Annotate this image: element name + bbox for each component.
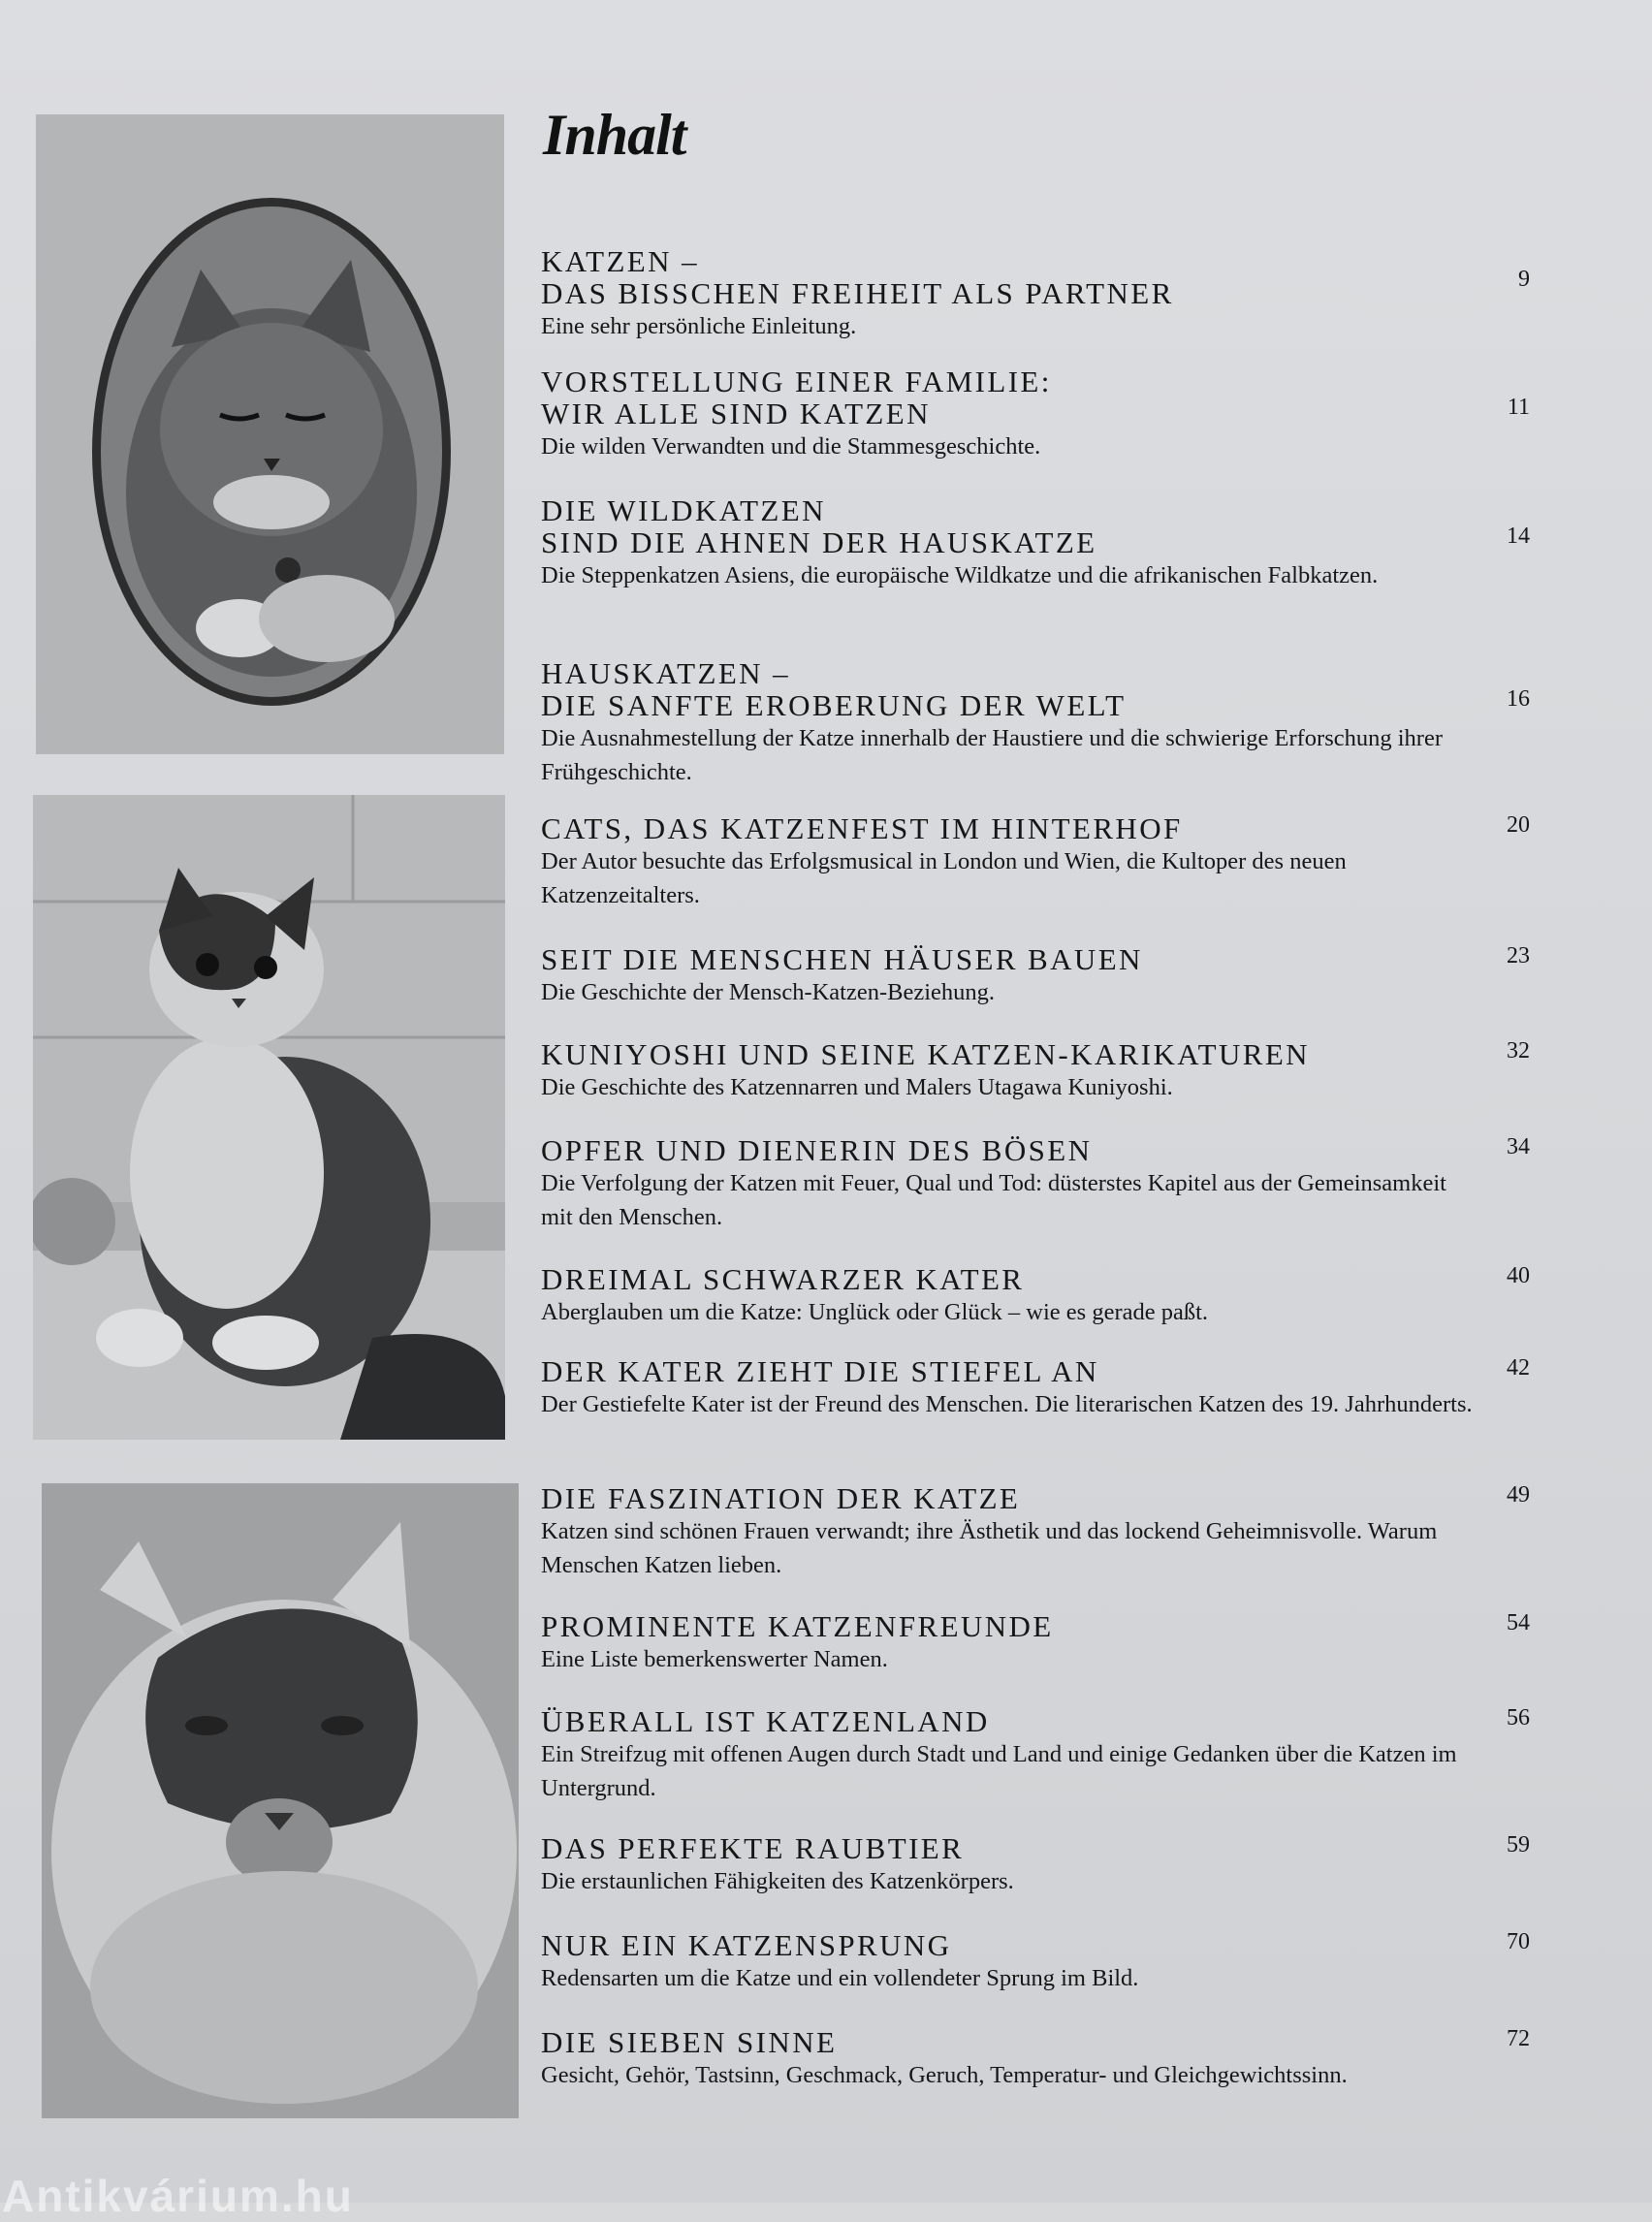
toc-entry-title: DIE WILDKATZEN SIND DIE AHNEN DER HAUSKATZE [541,493,1097,559]
toc-entry [541,2026,1530,2092]
toc-entry [541,365,1530,463]
page-number: 49 [1507,1482,1530,1508]
page-number: 16 [1507,686,1530,712]
page-number: 32 [1507,1038,1530,1063]
toc-entry-title: DIE SIEBEN SINNE [541,2025,838,2059]
page-number: 23 [1507,943,1530,968]
page-number: 34 [1507,1134,1530,1159]
toc-entry-description: Ein Streifzug mit offenen Augen durch Stadt und Land und einige Gedanken über die Katzen im Untergrund. [541,1741,1457,1801]
toc-entry-title: NUR EIN KATZENSPRUNG [541,1928,952,1962]
toc-entry-title: HAUSKATZEN – DIE SANFTE EROBERUNG DER WELT [541,656,1127,722]
toc-entry-description: Die wilden Verwandten und die Stammesgeschichte. [541,433,1041,460]
toc-entry [541,1134,1530,1234]
page-number: 70 [1507,1929,1530,1954]
toc-entry-description: Die Steppenkatzen Asiens, die europäische Wildkatze und die afrikanischen Falbkatzen. [541,562,1379,588]
toc-entry-description: Der Gestiefelte Kater ist der Freund des Menschen. Die literarischen Katzen des 19. Jahrhunderts. [541,1391,1473,1417]
page-number: 42 [1507,1355,1530,1381]
toc-entry-description: Die Geschichte der Mensch-Katzen-Beziehung. [541,979,996,1005]
page-title: Inhalt [543,103,686,167]
toc-entry [541,1929,1530,1995]
toc-entry-title: PROMINENTE KATZENFREUNDE [541,1609,1054,1643]
toc-entry [541,812,1530,912]
toc-entry [541,943,1530,1009]
toc-entry-title: DIE FASZINATION DER KATZE [541,1481,1021,1515]
toc-entry [541,245,1530,343]
toc-entry-description: Der Autor besuchte das Erfolgsmusical in London und Wien, die Kultoper des neuen Katzenzeitalters. [541,848,1347,908]
toc-entry [541,1482,1530,1582]
page-number: 11 [1507,395,1530,420]
toc-entry-description: Die Ausnahmestellung der Katze innerhalb der Haustiere und die schwierige Erforschung ihrer Frühgeschichte. [541,725,1443,785]
toc-entry-title: ÜBERALL IST KATZENLAND [541,1704,990,1738]
toc-entry-title: SEIT DIE MENSCHEN HÄUSER BAUEN [541,942,1143,976]
toc-entry-description: Eine Liste bemerkenswerter Namen. [541,1646,888,1672]
toc-entry-description: Gesicht, Gehör, Tastsinn, Geschmack, Geruch, Temperatur- und Gleichgewichtssinn. [541,2062,1348,2088]
toc-entry [541,1610,1530,1676]
page-number: 20 [1507,812,1530,838]
toc-entry [541,1832,1530,1898]
toc-entry-title: VORSTELLUNG EINER FAMILIE: WIR ALLE SIND KATZEN [541,365,1052,430]
toc-entry [541,657,1530,789]
toc-entry [541,1355,1530,1421]
toc-entry [541,1038,1530,1104]
page-number: 59 [1507,1832,1530,1857]
toc-entry-description: Die erstaunlichen Fähigkeiten des Katzenkörpers. [541,1868,1014,1894]
fluffy-kitten-portrait-photo [42,1483,519,2118]
page-number: 9 [1518,267,1530,292]
page-number: 56 [1507,1705,1530,1730]
toc-entry [541,1705,1530,1805]
page-number: 40 [1507,1263,1530,1288]
toc-entry-description: Redensarten um die Katze und ein vollendeter Sprung im Bild. [541,1965,1139,1991]
page-number: 54 [1507,1610,1530,1635]
toc-entry-title: KUNIYOSHI UND SEINE KATZEN-KARIKATUREN [541,1037,1310,1071]
toc-entry-title: OPFER UND DIENERIN DES BÖSEN [541,1133,1093,1167]
tabby-kitten-oval-photo [36,114,504,754]
toc-entry-description: Eine sehr persönliche Einleitung. [541,313,857,339]
toc-entry-description: Die Verfolgung der Katzen mit Feuer, Qual und Tod: düsterstes Kapitel aus der Gemeinsamkeit mit den Menschen. [541,1170,1446,1230]
toc-entry-title: KATZEN – DAS BISSCHEN FREIHEIT ALS PARTNER [541,244,1174,310]
toc-entry-title: DAS PERFEKTE RAUBTIER [541,1831,965,1865]
toc-entry-description: Katzen sind schönen Frauen verwandt; ihre Ästhetik und das lockend Geheimnisvolle. Warum Menschen Katzen lieben. [541,1518,1438,1578]
toc-entry-title: DREIMAL SCHWARZER KATER [541,1262,1025,1296]
toc-entry [541,494,1530,592]
toc-entry-title: DER KATER ZIEHT DIE STIEFEL AN [541,1354,1099,1388]
page-number: 72 [1507,2026,1530,2051]
toc-entry-description: Die Geschichte des Katzennarren und Malers Utagawa Kuniyoshi. [541,1074,1173,1100]
page-number: 14 [1507,524,1530,549]
watermark: Antikvárium.hu [2,2171,354,2221]
toc-entry-description: Aberglauben um die Katze: Unglück oder Glück – wie es gerade paßt. [541,1299,1209,1325]
sitting-kitten-photo [33,795,505,1440]
toc-entry [541,1263,1530,1329]
toc-entry-title: CATS, DAS KATZENFEST IM HINTERHOF [541,811,1183,845]
